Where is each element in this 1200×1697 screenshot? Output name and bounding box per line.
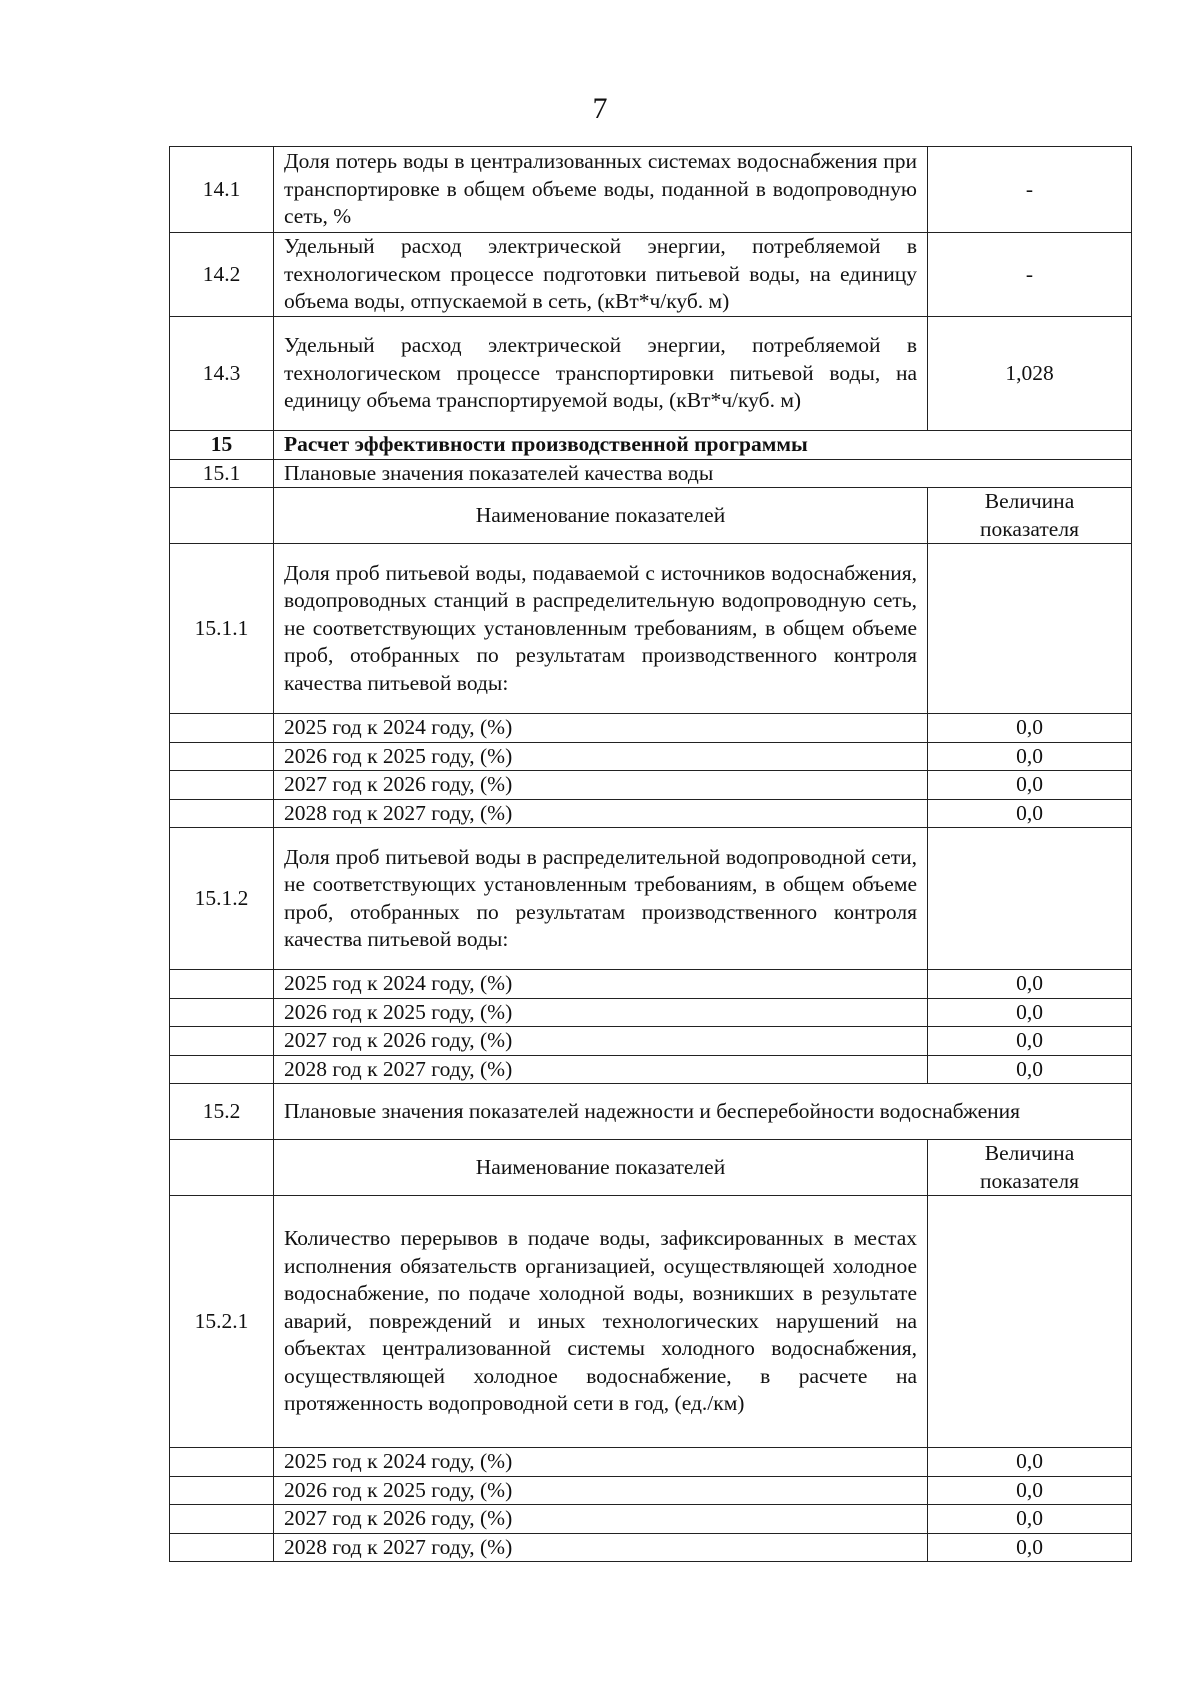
section-title: Расчет эффективности производственной программы xyxy=(274,431,1132,460)
row-number: 14.3 xyxy=(170,317,274,431)
row-number: 15.2.1 xyxy=(170,1196,274,1448)
year-label: 2028 год к 2027 году, (%) xyxy=(274,799,928,828)
year-row xyxy=(170,1055,1132,1084)
year-row xyxy=(170,970,1132,999)
year-value: 0,0 xyxy=(928,742,1132,771)
row-number: 14.1 xyxy=(170,147,274,233)
year-value: 0,0 xyxy=(928,1448,1132,1477)
column-header-value: Величина показателя xyxy=(928,1140,1132,1196)
indicators-table xyxy=(169,146,1132,1562)
table-row xyxy=(170,233,1132,317)
year-row xyxy=(170,1505,1132,1534)
row-description: Количество перерывов в подаче воды, зафиксированных в местах исполнения обязательств организацией, осуществляющей холодное водоснабжение, по подаче холодной воды, возникших в результате аварий, повреждений и иных технологических нарушений на объектах централизованной системы холодного водоснабжения, осуществляющей холодное водоснабжение, в расчете на протяженность водопроводной сети в год, (ед./км) xyxy=(274,1196,928,1448)
year-row xyxy=(170,714,1132,743)
year-label: 2028 год к 2027 году, (%) xyxy=(274,1533,928,1562)
row-description: Удельный расход электрической энергии, потребляемой в технологическом процессе транспортировки питьевой воды, на единицу объема транспортируемой воды, (кВт*ч/куб. м) xyxy=(274,317,928,431)
year-value: 0,0 xyxy=(928,1533,1132,1562)
subsection-number: 15.1 xyxy=(170,459,274,488)
row-description: Удельный расход электрической энергии, потребляемой в технологическом процессе подготовки питьевой воды, на единицу объема воды, отпускаемой в сеть, (кВт*ч/куб. м) xyxy=(274,233,928,317)
year-value: 0,0 xyxy=(928,998,1132,1027)
year-row xyxy=(170,1476,1132,1505)
year-label: 2026 год к 2025 году, (%) xyxy=(274,742,928,771)
year-row xyxy=(170,1448,1132,1477)
column-header-name: Наименование показателей xyxy=(274,1140,928,1196)
subsection-row xyxy=(170,1084,1132,1140)
year-value: 0,0 xyxy=(928,970,1132,999)
year-row xyxy=(170,799,1132,828)
row-description: Доля проб питьевой воды в распределительной водопроводной сети, не соответствующих установленным требованиям, в общем объеме проб, отобранных по результатам производственного контроля качества питьевой воды: xyxy=(274,828,928,970)
table-row xyxy=(170,1196,1132,1448)
row-value: - xyxy=(928,147,1132,233)
year-row xyxy=(170,998,1132,1027)
row-description: Доля потерь воды в централизованных системах водоснабжения при транспортировке в общем объеме воды, поданной в водопроводную сеть, % xyxy=(274,147,928,233)
subsection-title: Плановые значения показателей качества воды xyxy=(274,459,1132,488)
year-label: 2025 год к 2024 году, (%) xyxy=(274,714,928,743)
section-number: 15 xyxy=(170,431,274,460)
year-label: 2025 год к 2024 году, (%) xyxy=(274,970,928,999)
year-value: 0,0 xyxy=(928,799,1132,828)
year-row xyxy=(170,1533,1132,1562)
year-label: 2026 год к 2025 году, (%) xyxy=(274,1476,928,1505)
year-label: 2028 год к 2027 году, (%) xyxy=(274,1055,928,1084)
subsection-title: Плановые значения показателей надежности и бесперебойности водоснабжения xyxy=(274,1084,1132,1140)
row-number: 15.1.1 xyxy=(170,544,274,714)
year-row xyxy=(170,742,1132,771)
subsection-row xyxy=(170,459,1132,488)
subsection-number: 15.2 xyxy=(170,1084,274,1140)
year-value: 0,0 xyxy=(928,1505,1132,1534)
year-value: 0,0 xyxy=(928,714,1132,743)
page-number: 7 xyxy=(592,92,608,125)
year-value: 0,0 xyxy=(928,771,1132,800)
year-label: 2027 год к 2026 году, (%) xyxy=(274,1027,928,1056)
year-row xyxy=(170,1027,1132,1056)
row-number: 14.2 xyxy=(170,233,274,317)
column-header-name: Наименование показателей xyxy=(274,488,928,544)
year-value: 0,0 xyxy=(928,1476,1132,1505)
column-header-row xyxy=(170,1140,1132,1196)
year-value: 0,0 xyxy=(928,1027,1132,1056)
year-label: 2027 год к 2026 году, (%) xyxy=(274,771,928,800)
table-row xyxy=(170,544,1132,714)
year-label: 2025 год к 2024 году, (%) xyxy=(274,1448,928,1477)
year-label: 2026 год к 2025 году, (%) xyxy=(274,998,928,1027)
year-row xyxy=(170,771,1132,800)
table-row xyxy=(170,147,1132,233)
column-header-value: Величина показателя xyxy=(928,488,1132,544)
table-row xyxy=(170,317,1132,431)
column-header-row xyxy=(170,488,1132,544)
section-heading-row xyxy=(170,431,1132,460)
year-label: 2027 год к 2026 году, (%) xyxy=(274,1505,928,1534)
year-value: 0,0 xyxy=(928,1055,1132,1084)
row-number: 15.1.2 xyxy=(170,828,274,970)
table-row xyxy=(170,828,1132,970)
row-description: Доля проб питьевой воды, подаваемой с источников водоснабжения, водопроводных станций в распределительную водопроводную сеть, не соответствующих установленным требованиям, в общем объеме проб, отобранных по результатам производственного контроля качества питьевой воды: xyxy=(274,544,928,714)
row-value: 1,028 xyxy=(928,317,1132,431)
row-value: - xyxy=(928,233,1132,317)
